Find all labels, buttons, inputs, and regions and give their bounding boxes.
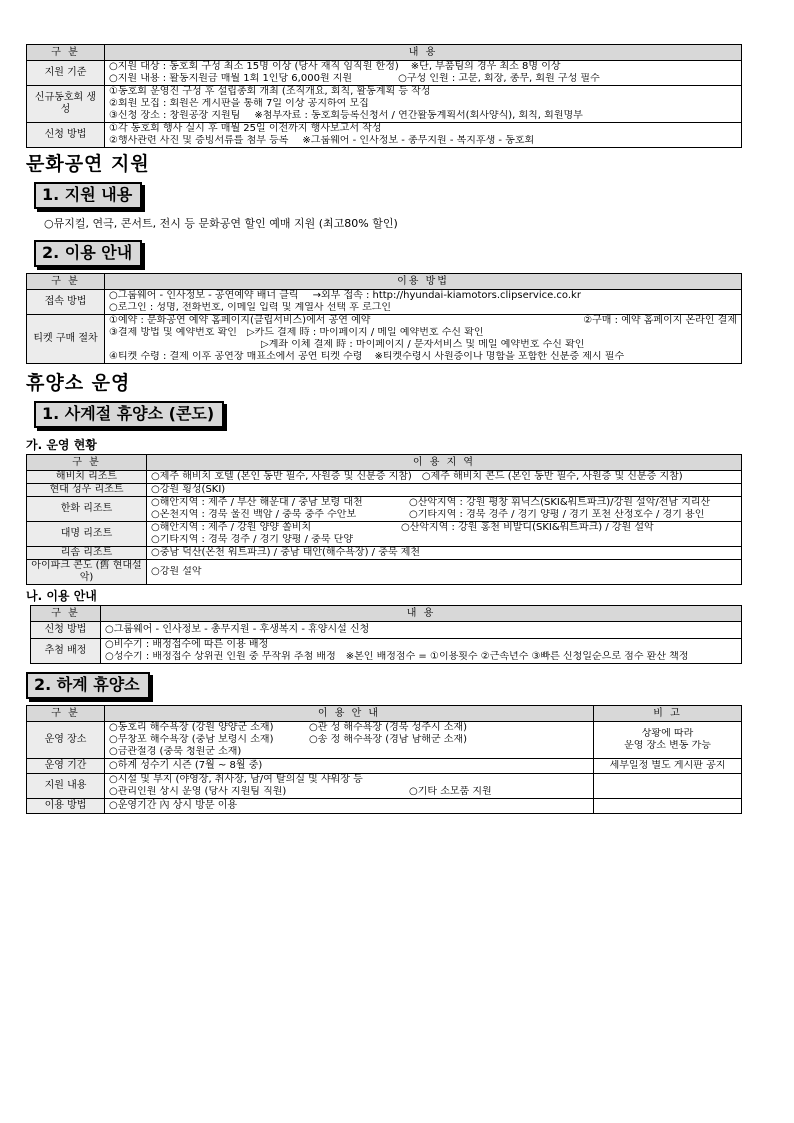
sub-heading-usage: 나. 이용 안내 — [26, 589, 97, 603]
content-line: ②구매 : 예약 홈페이지 온라인 결제 — [583, 315, 737, 326]
row-content — [105, 290, 742, 315]
content-line: ▷계좌 이체 결제 時 : 마이페이지 / 문자서비스 및 메일 예약번호 수신 확인 — [261, 339, 585, 350]
content-line: ○로그인 : 성명, 전화번호, 이메일 입력 및 계열사 선택 후 로그인 — [109, 302, 392, 313]
table-header: 구 분 — [27, 274, 105, 290]
content-line: ○기타 소모품 지원 — [409, 786, 492, 797]
content-line: ○그룹웨어 - 인사정보 - 총무지원 - 후생복지 - 휴양시설 신청 — [105, 624, 370, 635]
table-header: 이 용 안 내 — [105, 706, 594, 722]
content-line: ○성수기 : 배정접수 상위권 인원 중 무작위 추첨 배정 — [105, 651, 336, 662]
row-label: 아이파크 콘도 (舊 현대설악) — [27, 560, 147, 585]
resort-status-table — [26, 454, 742, 585]
row-label: 신청 방법 — [31, 622, 101, 639]
row-content — [147, 560, 742, 585]
row-content — [147, 497, 742, 522]
culture-usage-table — [26, 273, 742, 364]
row-label: 신규동호회 생성 — [27, 86, 105, 123]
content-line: ○제주 해비치 콘드 (본인 동반 필수, 사원증 및 신분증 지참) — [421, 471, 683, 482]
row-label: 지원 기준 — [27, 61, 105, 86]
note-cell — [594, 759, 742, 774]
content-line: ○관리인원 상시 운영 (당사 지원팀 직원) — [109, 786, 287, 797]
table-header: 내 용 — [101, 606, 742, 622]
section-title-resort: 휴양소 운영 — [26, 372, 131, 394]
table-header: 구 분 — [27, 706, 105, 722]
row-label: 대명 리조트 — [27, 522, 147, 547]
content-line: ○송 정 해수욕장 (경남 남해군 소재) — [309, 734, 468, 745]
content-line: ②행사관련 사진 및 증빙서류를 첨부 등록 — [109, 135, 289, 146]
table-header: 구 분 — [27, 45, 105, 61]
row-content — [105, 799, 594, 814]
resort-usage-table — [30, 605, 742, 664]
content-line: ○무창포 해수욕장 (충남 보령시 소재) — [109, 734, 274, 745]
club-support-table — [26, 44, 742, 148]
row-label: 해비치 리조트 — [27, 471, 147, 484]
content-line: ○지원 내용 : 활동지원금 매월 1회 1인당 6,000원 지원 — [109, 73, 353, 84]
sub-heading-status: 가. 운영 현황 — [26, 438, 97, 452]
row-content — [147, 471, 742, 484]
content-line: ○기타지역 : 경북 경주 / 경기 양평 / 충북 단양 — [151, 534, 354, 545]
row-label: 이용 방법 — [27, 799, 105, 814]
content-line: ○관 성 해수욕장 (경북 성주시 소재) — [309, 722, 468, 733]
content-note: ※티켓수령시 사원증이나 명함을 포함한 신분증 제시 필수 — [374, 351, 625, 362]
row-content — [105, 123, 742, 148]
content-line: ○산악지역 : 강원 홍천 비발디(SKI&워트파크) / 강원 설악 — [401, 522, 654, 533]
content-line: ○운영기간 內 상시 방문 이용 — [109, 800, 238, 811]
row-label: 접속 방법 — [27, 290, 105, 315]
note-line: 운영 장소 변동 가능 — [624, 740, 711, 751]
content-line: ○지원 대상 : 동호회 구성 최소 15명 이상 (당사 재직 임직원 한정) — [109, 61, 399, 72]
table-header: 이 용 지 역 — [147, 455, 742, 471]
summer-resort-table — [26, 705, 742, 814]
table-header: 이용 방법 — [105, 274, 742, 290]
row-content — [105, 774, 594, 799]
content-line: ○온천지역 : 경북 울진 백암 / 충북 충주 수안보 — [151, 509, 357, 520]
table-header: 비 고 — [594, 706, 742, 722]
row-content — [101, 639, 742, 664]
content-line: ①동호회 운영진 구성 후 설립총회 개최 (조직개요, 회칙, 활동계획 등 작성 — [109, 86, 431, 97]
row-label: 리솜 리조트 — [27, 547, 147, 560]
row-content — [147, 522, 742, 547]
row-label: 티켓 구매 절차 — [27, 315, 105, 364]
subsection-box-summer: 2. 하계 휴양소 — [26, 672, 150, 699]
content-line: ④티켓 수령 : 결제 이후 공연장 매표소에서 공연 티켓 수령 — [109, 351, 363, 362]
row-content — [105, 61, 742, 86]
content-note: ※첨부자료 : 동호회등록신청서 / 연간활동계획서(회사양식), 회칙, 회원명부 — [254, 110, 583, 121]
row-content — [105, 315, 742, 364]
content-line: ①예약 : 문화공연 예약 홈페이지(클립서비스)에서 공연 예약 — [109, 315, 371, 326]
row-label: 현대 성우 리조트 — [27, 484, 147, 497]
row-label: 운영 기간 — [27, 759, 105, 774]
section-title-culture: 문화공연 지원 — [26, 153, 150, 175]
subsection-box-condo: 1. 사계절 휴양소 (콘도) — [34, 401, 224, 428]
row-content — [105, 722, 594, 759]
content-line: ①각 동호회 행사 실시 후 매월 25일 이전까지 행사보고서 작성 — [109, 123, 382, 134]
row-content — [105, 86, 742, 123]
content-line: ○기타지역 : 경북 경주 / 경기 양평 / 경기 포천 산정호수 / 경기 용인 — [409, 509, 705, 520]
content-line: ○산악지역 : 강원 평창 휘닉스(SKI&워트파크)/강원 설악/전남 지리산 — [409, 497, 711, 508]
row-content — [147, 484, 742, 497]
support-text: ○뮤지컬, 연극, 콘서트, 전시 등 문화공연 할인 예매 지원 (최고80% 할인) — [44, 217, 398, 230]
subsection-box-usage: 2. 이용 안내 — [34, 240, 142, 267]
row-label: 신청 방법 — [27, 123, 105, 148]
content-line: ○강원 횡성(SKI) — [151, 484, 226, 495]
row-content — [147, 547, 742, 560]
content-note: ※그룹웨어 - 인사정보 - 총무지원 - 복지후생 - 동호회 — [302, 135, 535, 146]
url-link[interactable]: →외부 접속 : http://hyundai-kiamotors.clipservice.co.kr — [312, 290, 581, 301]
content-line: ○해안지역 : 제주 / 부산 해운대 / 충남 보령 대천 — [151, 497, 363, 508]
content-note: ※본인 배정점수 = ①이용횟수 ②근속년수 ③빠른 신청일순으로 점수 환산 책정 — [345, 651, 689, 662]
content-line: ○그룹웨어 - 인사정보 - 공연예약 배너 클릭 — [109, 290, 299, 301]
note-cell — [594, 799, 742, 814]
content-line: ○충남 덕산(온천 워트파크) / 충남 태안(해수욕장) / 충북 제천 — [151, 547, 421, 558]
content-line: ③신청 장소 : 창원공장 지원팀 — [109, 110, 241, 121]
content-line: ○강원 설악 — [151, 566, 202, 577]
content-line: ○구성 인원 : 고문, 회장, 총무, 회원 구성 필수 — [398, 73, 600, 84]
table-header: 내 용 — [105, 45, 742, 61]
row-content — [105, 759, 594, 774]
content-line: ○하계 성수기 시즌 (7월 ~ 8월 중) — [109, 760, 263, 771]
note-line: 세부일정 별도 게시판 공지 — [609, 760, 726, 771]
content-line: ③결제 방법 및 예약번호 확인 — [109, 327, 237, 338]
note-cell — [594, 774, 742, 799]
row-label: 운영 장소 — [27, 722, 105, 759]
content-line: ○시설 및 부지 (야영장, 취사장, 남/여 탈의실 및 샤워장 등 — [109, 774, 363, 785]
table-header: 구 분 — [27, 455, 147, 471]
table-header: 구 분 — [31, 606, 101, 622]
content-line: ○동호리 해수욕장 (강원 양양군 소재) — [109, 722, 274, 733]
content-line: ②회원 모집 : 회원은 게시판을 통해 7일 이상 공지하여 모집 — [109, 98, 369, 109]
content-line: ▷카드 결제 時 : 마이페이지 / 메일 예약번호 수신 확인 — [246, 327, 484, 338]
row-label: 추첨 배정 — [31, 639, 101, 664]
content-line: ○금관절경 (충북 청원군 소재) — [109, 746, 242, 757]
row-label: 한화 리조트 — [27, 497, 147, 522]
subsection-box-support: 1. 지원 내용 — [34, 182, 142, 209]
content-line: ○비수기 : 배정접수에 따른 이용 배정 — [105, 639, 269, 650]
content-line: ○해안지역 : 제주 / 강원 양양 쏠비치 — [151, 522, 312, 533]
document-page — [26, 44, 742, 814]
row-label: 지원 내용 — [27, 774, 105, 799]
content-note: ※단, 부품팀의 경우 최소 8명 이상 — [410, 61, 561, 72]
note-cell — [594, 722, 742, 759]
content-line: ○제주 해비치 호텔 (본인 동반 필수, 사원증 및 신분증 지참) — [151, 471, 412, 482]
row-content — [101, 622, 742, 639]
note-line: 상황에 따라 — [641, 728, 694, 739]
